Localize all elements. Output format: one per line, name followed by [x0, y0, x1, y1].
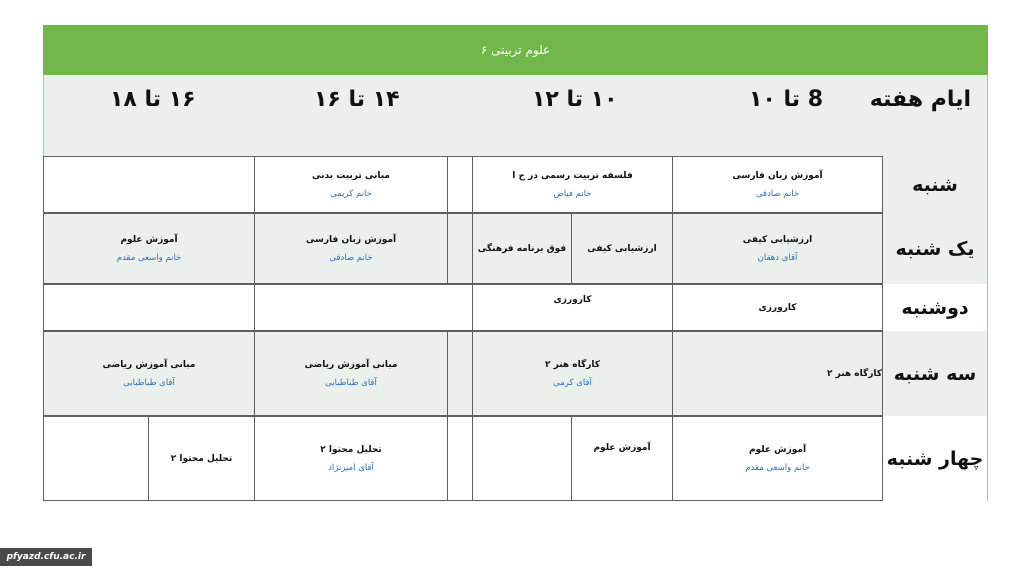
day-wednesday: چهار شنبه — [883, 416, 988, 501]
header-slot-14-16: ۱۴ تا ۱۶ — [314, 87, 400, 112]
cell-sun-slot4 — [43, 213, 255, 284]
cell-sat-slot3 — [255, 156, 448, 213]
cell-sat-slot1 — [673, 156, 883, 213]
cell-wed-break — [448, 416, 473, 501]
cell-sun-break — [448, 213, 473, 284]
cell-wed-slot2b — [473, 416, 572, 501]
day-monday: دوشنبه — [883, 284, 988, 331]
cell-sun-slot1 — [673, 213, 883, 284]
course-name: مبانی آموزش ریاضی — [304, 359, 398, 370]
cell-wed-slot2 — [572, 416, 673, 501]
header-slot-10-12: ۱۰ تا ۱۲ — [532, 87, 618, 112]
header-days-label: ایام هفته — [869, 87, 971, 112]
row-monday — [43, 284, 988, 331]
cell-mon-slot2 — [473, 284, 673, 331]
cell-tue-slot4 — [43, 331, 255, 416]
course-name: تحلیل محتوا ۲ — [320, 444, 382, 455]
cell-sun-slot3 — [255, 213, 448, 284]
header-slot-16-18: ۱۶ تا ۱۸ — [110, 87, 196, 112]
teacher-name: خانم فیاض — [553, 188, 592, 199]
teacher-name: آقای دهقان — [757, 252, 798, 263]
cell-tue-slot1 — [673, 331, 883, 416]
teacher-name: خانم صادقی — [755, 188, 800, 199]
cell-sat-break — [448, 156, 473, 213]
course-name: آموزش علوم — [120, 234, 178, 245]
teacher-name: خانم کریمی — [330, 188, 372, 199]
cell-wed-slot3 — [255, 416, 448, 501]
course-name: مبانی تربیت بدنی — [312, 170, 390, 181]
schedule-title: علوم تربیتی ۶ — [43, 25, 988, 75]
course-name: آموزش علوم — [748, 444, 807, 455]
cell-wed-slot4 — [149, 416, 255, 501]
teacher-name: خانم واسعی مقدم — [116, 252, 182, 263]
cell-tue-slot2 — [473, 331, 673, 416]
course-name: ارزشیابی کیفی — [742, 234, 813, 245]
day-sunday: یک شنبه — [883, 213, 988, 284]
teacher-name: آقای امیرنژاد — [328, 462, 374, 473]
teacher-name: آقای طباطبایی — [325, 377, 377, 388]
day-saturday: شنبه — [883, 156, 988, 213]
course-name: فلسفه تربیت رسمی در ج ا — [512, 170, 633, 181]
course-name: فوق برنامه فرهنگی — [477, 243, 567, 254]
course-name: کارگاه هنر ۲ — [827, 368, 882, 379]
cell-sun-slot2a — [572, 213, 673, 284]
cell-sat-slot4 — [43, 156, 255, 213]
cell-tue-break — [448, 331, 473, 416]
teacher-name: خانم واسعی مقدم — [745, 462, 810, 473]
cell-wed-slot1 — [673, 416, 883, 501]
row-saturday — [43, 156, 988, 213]
row-wednesday — [43, 416, 988, 501]
course-name: آموزش زبان فارسی — [732, 170, 823, 181]
teacher-name: آقای طباطبایی — [123, 377, 175, 388]
course-name: کارورزی — [553, 295, 592, 305]
cell-sun-slot2b — [473, 213, 572, 284]
cell-mon-slot3 — [255, 284, 473, 331]
row-tuesday — [43, 331, 988, 416]
cell-wed-slot4b — [43, 416, 149, 501]
course-name: آموزش علوم — [593, 443, 651, 453]
cell-mon-slot4 — [43, 284, 255, 331]
course-name: ارزشیابی کیفی — [587, 243, 657, 254]
course-name: آموزش زبان فارسی — [305, 234, 397, 245]
cell-mon-slot1 — [673, 284, 883, 331]
day-tuesday: سه شنبه — [883, 331, 988, 416]
schedule-grid — [43, 156, 988, 501]
teacher-name: خانم صادقی — [329, 252, 373, 263]
course-name: مبانی آموزش ریاضی — [102, 359, 196, 370]
teacher-name: آقای کرمی — [553, 377, 592, 388]
course-name: کارورزی — [758, 302, 797, 313]
row-sunday — [43, 213, 988, 284]
site-url-badge[interactable]: pfyazd.cfu.ac.ir — [0, 548, 92, 566]
header-row — [43, 75, 988, 156]
cell-sat-slot2 — [473, 156, 673, 213]
cell-tue-slot3 — [255, 331, 448, 416]
course-name: کارگاه هنر ۲ — [545, 359, 600, 370]
header-slot-8-10: 8 تا ۱۰ — [749, 87, 824, 112]
course-name: تحلیل محتوا ۲ — [170, 453, 233, 464]
